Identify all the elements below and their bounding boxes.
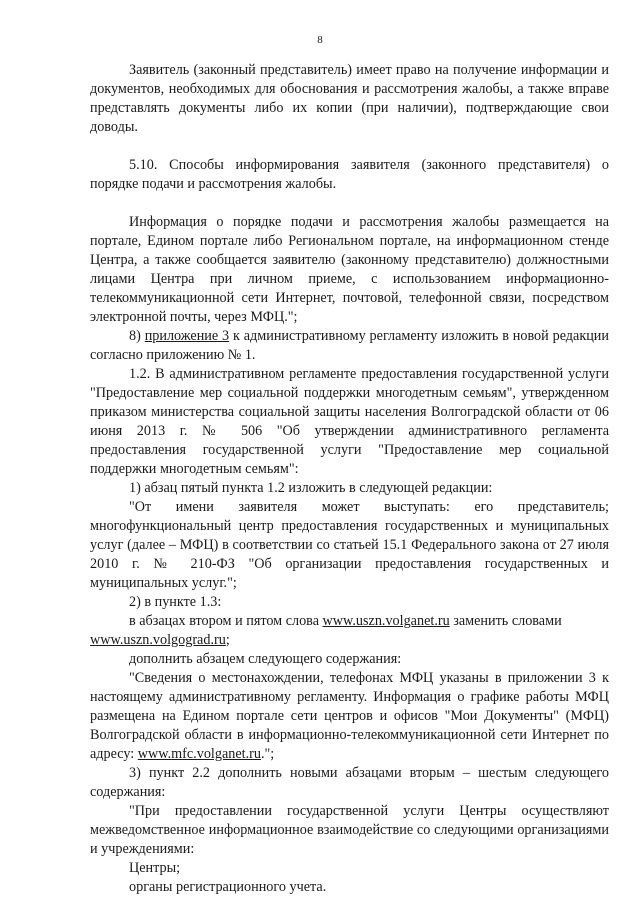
- paragraph-representative: "От имени заявителя может выступать: его представитель; многофункциональный центр предоставления государственных и муниципальных услуг (далее – МФЦ) в соответствии со статьей 15.1 Федерального закона от 27 июля 2010 г. № 210-ФЗ "Об организации предоставления государственных и муниципальных услуг.";: [90, 499, 609, 591]
- paragraph-add-paragraph: дополнить абзацем следующего содержания:: [129, 651, 402, 667]
- mfc-url-link[interactable]: www.mfc.volganet.ru: [137, 746, 261, 762]
- replace-urls-suffix: ;: [225, 632, 230, 648]
- paragraph-replace-urls: [90, 612, 609, 650]
- appendix-3-link[interactable]: приложение 3: [144, 328, 230, 344]
- new-uszn-url-link[interactable]: www.uszn.volgograd.ru: [90, 632, 226, 648]
- page-number: 8: [317, 34, 323, 46]
- paragraph-complaint-info: Информация о порядке подачи и рассмотрения жалобы размещается на портале, Едином портале либо Региональном портале, на информационном стенде Центра, а также сообщается заявителю (законному представителю) должностными лицами Центра при личном приеме, с использованием информационно-телекоммуникационной сети Интернет, почтовой, телефонной связи, посредством электронной почты, через МФЦ.";: [90, 214, 609, 325]
- paragraph-mfc-info: [90, 669, 609, 764]
- paragraph-centers: Центры;: [129, 860, 181, 876]
- mfc-info-prefix: "Сведения о местонахождении, телефонах МФЦ указаны в приложении 3 к настоящему административному регламенту. Информация о графике работы МФЦ размещена на Едином портале сети центров и офисов "Мои Документы" (МФЦ) Волгоградской области в информационно-телекоммуникационной сети Интернет по адресу:: [90, 670, 609, 762]
- old-uszn-url-link[interactable]: www.uszn.volganet.ru: [322, 613, 450, 629]
- paragraph-item-8: [90, 327, 609, 365]
- replace-urls-prefix: в абзацах втором и пятом слова: [129, 613, 323, 629]
- paragraph-item-1-2: 1.2. В административном регламенте предоставления государственной услуги "Предоставление мер социальной поддержки многодетным семьям", утвержденном приказом министерства социальной защиты населения Волгоградской области от 06 июня 2013 г. № 506 "Об утверждении административного регламента предоставления государственной услуги "Предоставление мер социальной поддержки многодетным семьям":: [90, 366, 609, 477]
- item-8-prefix: 8): [129, 328, 145, 344]
- replace-urls-middle: заменить словами: [449, 613, 562, 629]
- mfc-info-suffix: .";: [260, 746, 275, 762]
- paragraph-complaint-rights: Заявитель (законный представитель) имеет право на получение информации и документов, необходимых для обоснования и рассмотрения жалобы, а также вправе представлять документы либо их копии (при наличии), подтверждающие свои доводы.: [90, 62, 609, 135]
- item-8-suffix: к административному регламенту изложить в новой редакции согласно приложению № 1.: [90, 328, 609, 363]
- paragraph-interaction: "При предоставлении государственной услуги Центры осуществляют межведомственное информационное взаимодействие со следующими организациями и учреждениями:: [90, 803, 609, 857]
- paragraph-subitem-1: 1) абзац пятый пункта 1.2 изложить в следующей редакции:: [129, 480, 493, 496]
- paragraph-subitem-3: 3) пункт 2.2 дополнить новыми абзацами вторым – шестым следующего содержания:: [90, 765, 609, 800]
- paragraph-section-5-10: 5.10. Способы информирования заявителя (законного представителя) о порядке подачи и рассмотрения жалобы.: [90, 157, 609, 192]
- paragraph-subitem-2: 2) в пункте 1.3:: [129, 594, 222, 610]
- paragraph-registration-bodies: органы регистрационного учета.: [129, 879, 327, 895]
- document-body: [90, 61, 609, 897]
